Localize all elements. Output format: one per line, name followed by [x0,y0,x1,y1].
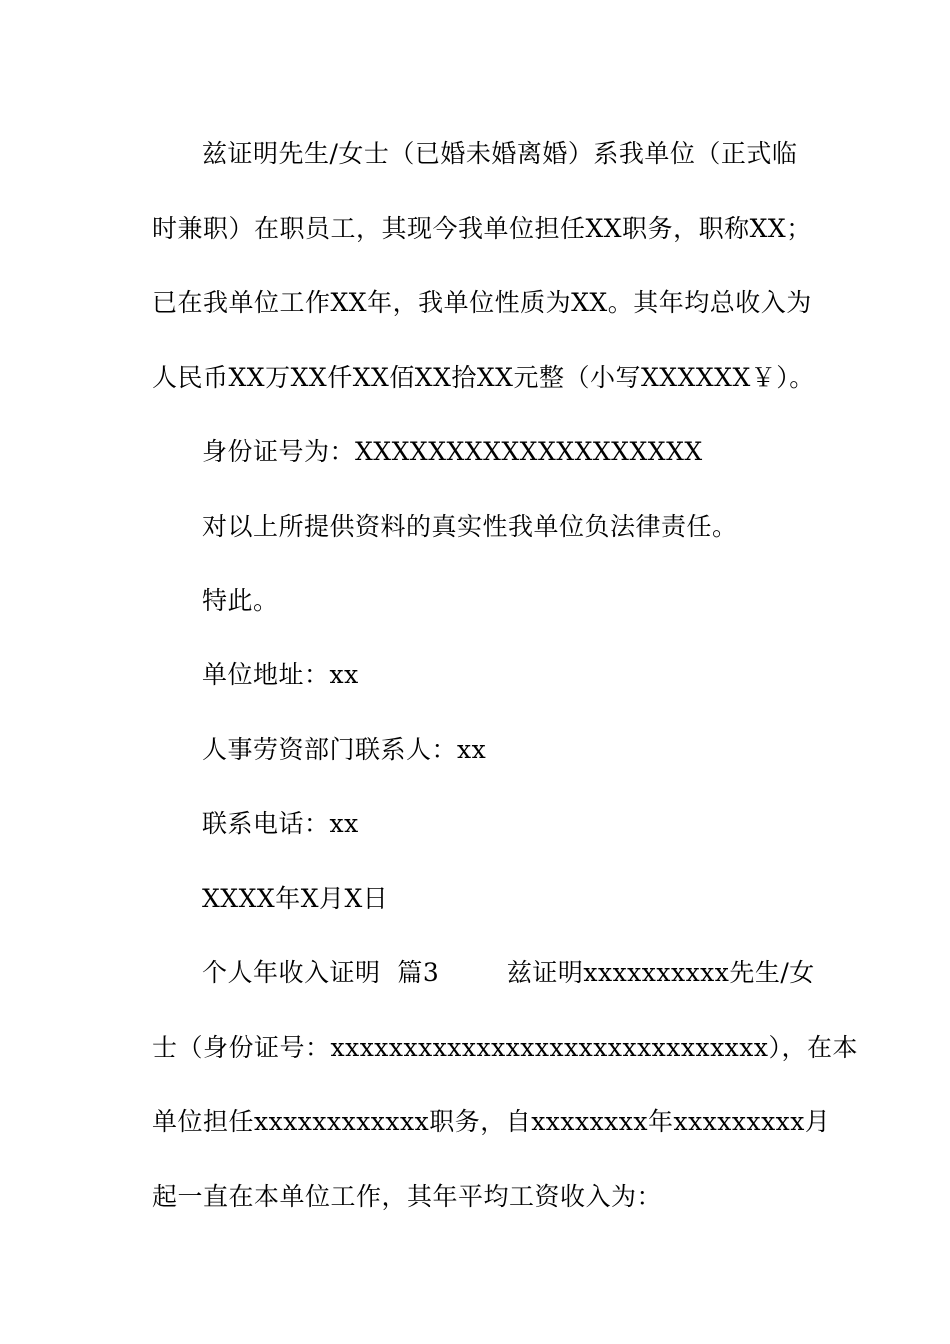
document-date: XXXX年X月X日 [202,884,389,913]
paragraph-certify-line-1: 兹证明先生/女士（已婚未婚离婚）系我单位（正式临 [202,139,798,168]
paragraph-certify-line-4: 人民币XX万XX仟XX佰XX拾XX元整（小写XXXXXX￥）。 [152,363,815,392]
paragraph-certify-line-2: 时兼职）在职员工，其现今我单位担任XX职务，职称XX； [152,214,812,243]
section-3-line-2: 士（身份证号：xxxxxxxxxxxxxxxxxxxxxxxxxxxxxx），在本 [152,1033,858,1062]
responsibility-statement: 对以上所提供资料的真实性我单位负法律责任。 [202,512,738,541]
hr-contact: 人事劳资部门联系人：xx [202,735,487,764]
contact-phone: 联系电话：xx [202,809,359,838]
section-3-line-3: 单位担任xxxxxxxxxxxx职务，自xxxxxxxx年xxxxxxxxx月 [152,1107,831,1136]
closing-phrase: 特此。 [202,586,279,615]
section-3-heading-line: 个人年收入证明 篇3 兹证明xxxxxxxxxx先生/女 [202,958,815,987]
paragraph-certify-line-3: 已在我单位工作XX年，我单位性质为XX。其年均总收入为 [152,288,812,317]
section-3-line-4: 起一直在本单位工作，其年平均工资收入为： [152,1182,663,1211]
unit-address: 单位地址：xx [202,660,359,689]
id-number-line: 身份证号为：XXXXXXXXXXXXXXXXXXX [202,437,703,466]
